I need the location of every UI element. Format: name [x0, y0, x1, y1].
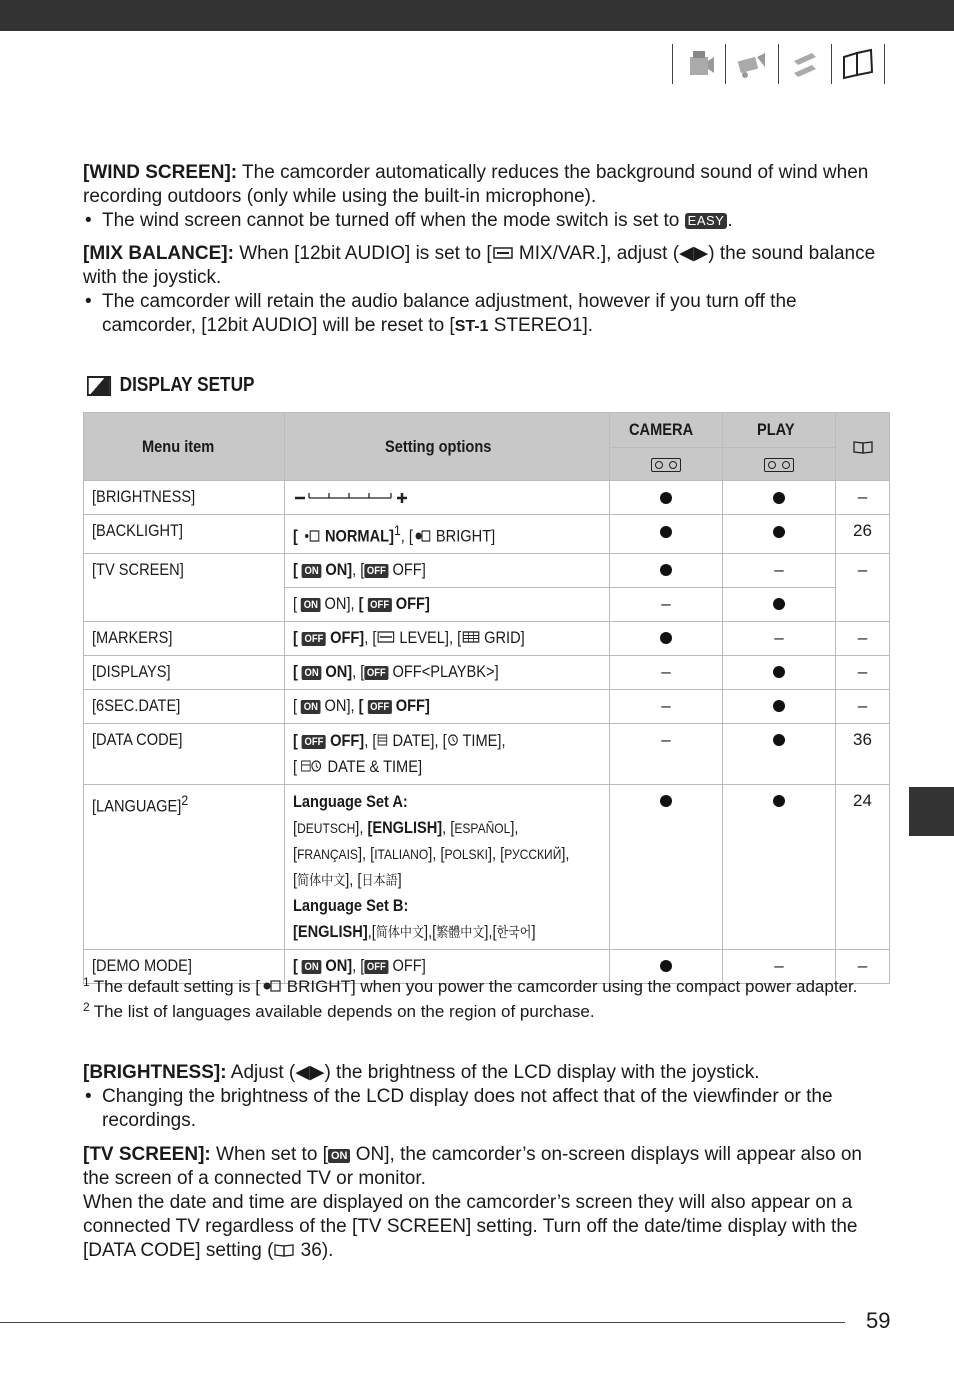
book-ref-icon: [273, 1243, 295, 1257]
joystick-arrows-icon: ◀▶: [295, 1062, 325, 1083]
camera-mode-icon: [672, 44, 725, 84]
backlight-bright-icon: [413, 529, 432, 543]
brightness-text-pre: Adjust (: [226, 1062, 296, 1083]
footnote-1: $^1$ The default setting is [ BRIGHT] when you power the camcorder using the compact power adapter.: [83, 975, 858, 996]
table-row: [84, 621, 890, 655]
on-badge: ON: [302, 960, 321, 974]
sixsec-options: [ ON ON], [ OFF OFF]: [285, 689, 610, 723]
off-badge: OFF: [364, 666, 388, 680]
mix-bullet: [83, 290, 891, 339]
backlight-camera: [610, 515, 723, 554]
markers-item: [MARKERS]: [84, 621, 285, 655]
displays-camera: –: [610, 655, 723, 689]
language-ref: 24: [836, 784, 890, 949]
demo-ref: –: [836, 949, 890, 983]
table-row: [84, 481, 890, 515]
header-camera: CAMERA: [610, 413, 723, 448]
header-menu-item: Menu item: [84, 413, 285, 481]
tv-text-post: ON], the camcorder’s on-screen displays will appear also on the screen of a connected TV or monitor.: [83, 1144, 862, 1189]
table-row: [84, 553, 890, 587]
datacode-camera: –: [610, 723, 723, 784]
backlight-ref: 26: [836, 515, 890, 554]
brightness-camera: [610, 481, 723, 515]
displays-item: [DISPLAYS]: [84, 655, 285, 689]
tvscreen-options-1: [ ON ON], [ OFF OFF]: [285, 553, 610, 587]
tvscreen-options-2: [ ON ON], [ OFF OFF]: [285, 587, 610, 621]
footnote-2: $^2$ The list of languages available depends on the region of purchase.: [83, 1000, 595, 1021]
off-badge: OFF: [302, 735, 326, 749]
off-badge: OFF: [368, 700, 392, 714]
table-row: [84, 784, 890, 949]
chapter-side-tab: [909, 787, 954, 836]
easy-badge: EASY: [685, 213, 728, 229]
on-badge: ON: [328, 1149, 351, 1163]
display-setup-heading: [87, 374, 254, 397]
brightness-item: [BRIGHTNESS]: [84, 481, 285, 515]
camcorder-icon: [725, 44, 778, 84]
language-camera: [610, 784, 723, 949]
language-item: [LANGUAGE]$^2$: [84, 784, 285, 949]
demo-item: [DEMO MODE]: [84, 949, 285, 983]
footer-rule: [0, 1322, 845, 1323]
markers-camera: [610, 621, 723, 655]
header-reference-book-icon: [836, 413, 890, 481]
backlight-bright-icon: [260, 979, 282, 993]
tvscreen-item: [TV SCREEN]: [84, 553, 285, 621]
language-options: Language Set A: [DEUTSCH], [ENGLISH], [ESPAÑOL], [FRANÇAIS], [ITALIANO], [POLSKI], [РУССКИЙ], [简体中文], [日本語] Language Set B: [ENGLISH],[简体中文],[繁體中文],[한국어]: [285, 784, 610, 949]
tvscreen-play-2: [723, 587, 836, 621]
date-icon: [376, 733, 388, 747]
mix-balance-section: [83, 242, 891, 339]
tvscreen-camera-1: [610, 553, 723, 587]
markers-play: –: [723, 621, 836, 655]
brightness-scale-icon: [285, 481, 610, 515]
datacode-options: [ OFF OFF], [ DATE], [ TIME], [ DATE & TIME]: [285, 723, 610, 784]
mode-icons: [672, 44, 885, 84]
mix-label: [MIX BALANCE]:: [83, 243, 234, 264]
mix-text-mid: MIX/VAR.], adjust (: [513, 243, 680, 264]
tv-text2: When the date and time are displayed on the camcorder’s screen they will also appear on a connected TV regardless of the [TV SCREEN] setting. Turn off the date/time display with the [DATA CODE] setting (: [83, 1192, 858, 1261]
time-icon: [447, 733, 459, 747]
off-badge: OFF: [302, 632, 326, 646]
datacode-item: [DATA CODE]: [84, 723, 285, 784]
tvscreen-play-1: –: [723, 553, 836, 587]
brightness-label: [BRIGHTNESS]:: [83, 1062, 227, 1083]
joystick-arrows-icon: ◀▶: [679, 243, 709, 264]
on-badge: ON: [302, 564, 321, 578]
wind-bullet-text: The wind screen cannot be turned off when the mode switch is set to: [102, 210, 685, 231]
st1-icon: ST-1: [454, 318, 489, 335]
off-badge: OFF: [368, 598, 392, 612]
table-row: [84, 515, 890, 554]
tvscreen-ref: –: [836, 553, 890, 621]
backlight-item: [BACKLIGHT]: [84, 515, 285, 554]
mix-bullet-end: STEREO1].: [488, 315, 594, 336]
grid-icon: [461, 630, 480, 644]
section-title: DISPLAY SETUP: [119, 374, 255, 396]
on-badge: ON: [301, 700, 320, 714]
brightness-ref: –: [836, 481, 890, 515]
displays-play: [723, 655, 836, 689]
demo-play: –: [723, 949, 836, 983]
level-icon: [376, 630, 395, 644]
wind-label: [WIND SCREEN]:: [83, 162, 238, 183]
wind-bullet: [83, 209, 891, 233]
markers-ref: –: [836, 621, 890, 655]
header-play-tape-icon: [723, 448, 836, 481]
on-badge: ON: [302, 666, 321, 680]
display-setup-icon: [87, 376, 111, 396]
brightness-section: [83, 1061, 891, 1133]
datacode-play: [723, 723, 836, 784]
connection-icon: [778, 44, 831, 84]
language-set-a-label: Language Set A:: [293, 791, 408, 811]
markers-options: [ OFF OFF], [ LEVEL], [ GRID]: [285, 621, 610, 655]
table-row: [84, 723, 890, 784]
sixsec-camera: –: [610, 689, 723, 723]
header-play: PLAY: [723, 413, 836, 448]
tvscreen-camera-2: –: [610, 587, 723, 621]
off-badge: OFF: [364, 960, 388, 974]
footnotes: [83, 972, 891, 1022]
tv-label: [TV SCREEN]:: [83, 1144, 211, 1165]
tv-text2-end: 36).: [295, 1240, 334, 1261]
header-camera-tape-icon: [610, 448, 723, 481]
display-setup-table: [83, 412, 890, 984]
wind-bullet-end: .: [727, 210, 733, 231]
mix-var-icon: [492, 246, 514, 260]
off-badge: OFF: [364, 564, 388, 578]
tv-screen-section: [83, 1143, 891, 1263]
mix-bullet-text: The camcorder will retain the audio balance adjustment, however if you turn off the camcorder, [12bit AUDIO] will be reset to [: [102, 291, 797, 336]
sixsec-item: [6SEC.DATE]: [84, 689, 285, 723]
sixsec-ref: –: [836, 689, 890, 723]
brightness-bullet: • Changing the brightness of the LCD display does not affect that of the viewfinder or the recordings.: [83, 1085, 891, 1133]
sixsec-play: [723, 689, 836, 723]
language-set-b-label: Language Set B:: [293, 895, 409, 915]
mix-text-pre: When [12bit AUDIO] is set to [: [233, 243, 492, 264]
table-row: [84, 655, 890, 689]
displays-options: [ ON ON], [ OFF OFF<PLAYBK>]: [285, 655, 610, 689]
language-play: [723, 784, 836, 949]
tv-text-pre: When set to [: [210, 1144, 328, 1165]
mix-text-post: ) the sound balance with the joystick.: [83, 243, 876, 288]
wind-screen-section: [83, 161, 891, 233]
top-bar: [0, 0, 954, 31]
brightness-text-post: ) the brightness of the LCD display with the joystick.: [324, 1062, 760, 1083]
backlight-normal-icon: [302, 529, 321, 543]
wind-text: The camcorder automatically reduces the background sound of wind when recording outdoors (only while using the built-in microphone).: [83, 162, 869, 207]
on-badge: ON: [301, 598, 320, 612]
page-number: 59: [866, 1308, 891, 1333]
table-row: [84, 689, 890, 723]
book-icon: [831, 44, 885, 84]
demo-options: [ ON ON], [ OFF OFF]: [285, 949, 610, 983]
date-time-icon: [301, 759, 323, 773]
header-setting-options: Setting options: [285, 413, 610, 481]
backlight-play: [723, 515, 836, 554]
brightness-play: [723, 481, 836, 515]
datacode-ref: 36: [836, 723, 890, 784]
displays-ref: –: [836, 655, 890, 689]
backlight-options: [ NORMAL]$^1$, [ BRIGHT]: [285, 515, 610, 554]
